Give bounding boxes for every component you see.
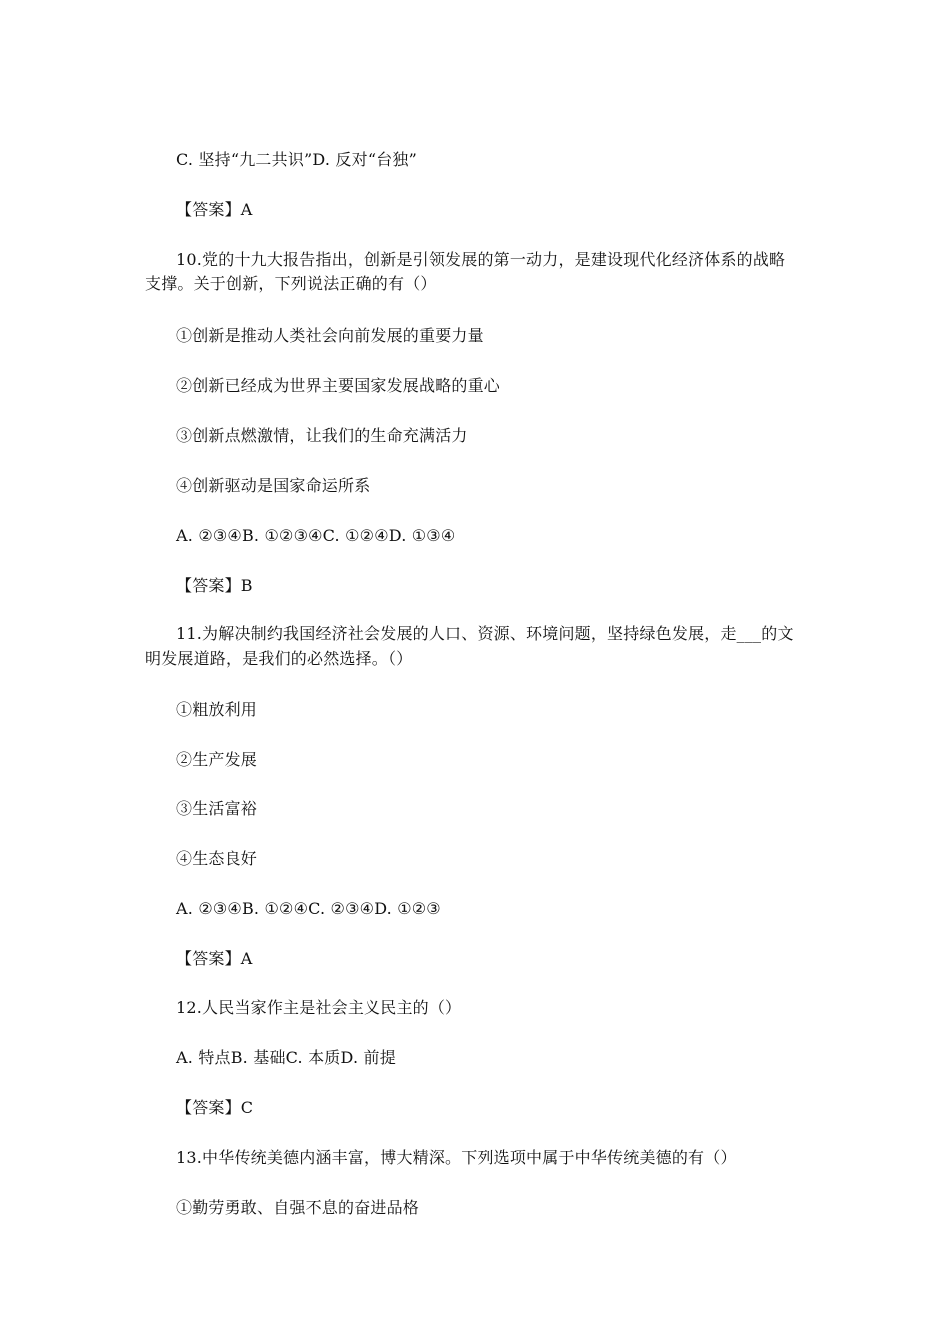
question-11-answer: 【答案】A	[176, 949, 253, 968]
question-10-option-4: ④创新驱动是国家命运所系	[176, 476, 371, 495]
question-10-option-3: ③创新点燃激情，让我们的生命充满活力	[176, 426, 468, 445]
question-11-option-1: ①粗放利用	[176, 700, 258, 719]
question-12-stem: 12.人民当家作主是社会主义民主的（）	[176, 998, 462, 1017]
question-13-option-1: ①勤劳勇敢、自强不息的奋进品格	[176, 1198, 420, 1217]
question-11-stem-line-1: 11.为解决制约我国经济社会发展的人口、资源、环境问题，坚持绿色发展，走___的文	[176, 624, 794, 643]
question-10-stem-line-1: 10.党的十九大报告指出，创新是引领发展的第一动力，是建设现代化经济体系的战略	[176, 250, 786, 269]
question-12-choices: A. 特点B. 基础C. 本质D. 前提	[176, 1048, 396, 1067]
question-10-option-2: ②创新已经成为世界主要国家发展战略的重心	[176, 376, 501, 395]
option-line-cd: C. 坚持“九二共识”D. 反对“台独”	[176, 150, 417, 169]
question-10-option-1: ①创新是推动人类社会向前发展的重要力量	[176, 326, 484, 345]
answer-line: 【答案】A	[176, 200, 253, 219]
question-13-stem: 13.中华传统美德内涵丰富，博大精深。下列选项中属于中华传统美德的有（）	[176, 1148, 737, 1167]
question-11-option-4: ④生态良好	[176, 849, 258, 868]
question-10-stem-line-2: 支撑。关于创新，下列说法正确的有（）	[145, 274, 437, 293]
question-11-option-3: ③生活富裕	[176, 799, 258, 818]
question-12-answer: 【答案】C	[176, 1098, 254, 1117]
question-11-stem-line-2: 明发展道路，是我们的必然选择。（）	[145, 649, 413, 668]
question-10-answer: 【答案】B	[176, 576, 253, 595]
question-10-choices: A. ②③④B. ①②③④C. ①②④D. ①③④	[176, 526, 456, 545]
question-11-choices: A. ②③④B. ①②④C. ②③④D. ①②③	[176, 899, 441, 918]
question-11-option-2: ②生产发展	[176, 750, 258, 769]
